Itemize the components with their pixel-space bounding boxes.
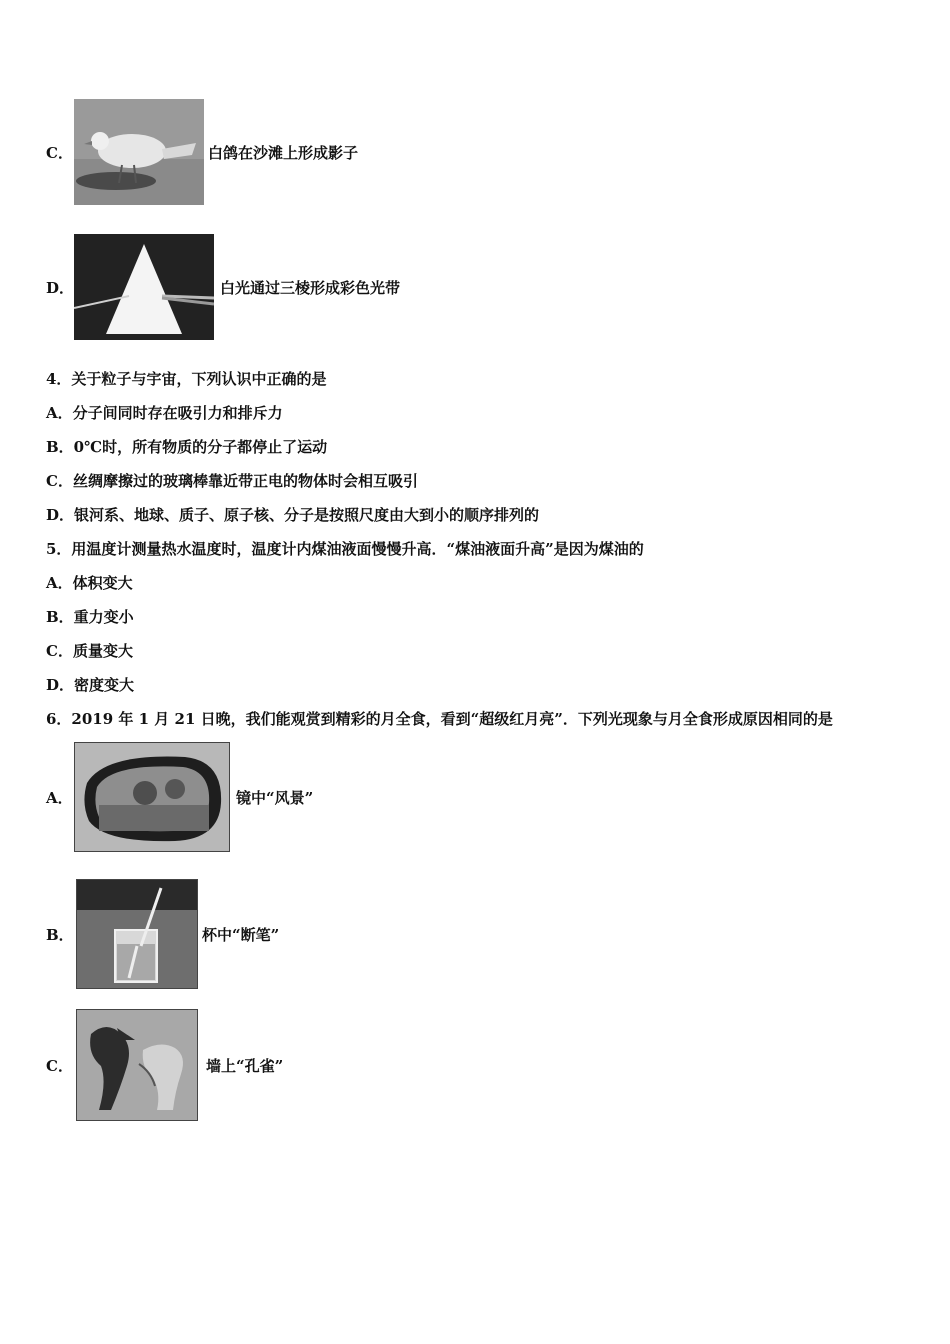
option-letter: B． xyxy=(46,925,74,944)
q5-option-a[interactable]: A．体积变大 xyxy=(46,574,133,592)
option-letter: C． xyxy=(46,1056,73,1075)
option-letter: D． xyxy=(46,278,75,297)
car-mirror-image xyxy=(74,742,230,852)
option-letter: C． xyxy=(46,143,73,162)
glass-pencil-image xyxy=(76,879,198,989)
q6-stem: 6．2019 年 1 月 21 日晚，我们能观赏到精彩的月全食，看到“超级红月亮”．下列光现象与月全食形成原因相同的是 xyxy=(46,710,833,728)
q4-option-c[interactable]: C．丝绸摩擦过的玻璃棒靠近带正电的物体时会相互吸引 xyxy=(46,472,418,490)
q5-stem: 5．用温度计测量热水温度时，温度计内煤油液面慢慢升高．“煤油液面升高”是因为煤油的 xyxy=(46,540,644,558)
q3-option-c[interactable] xyxy=(46,99,358,205)
q5-option-c[interactable]: C．质量变大 xyxy=(46,642,133,660)
q6-option-a[interactable] xyxy=(46,742,313,852)
option-caption: 墙上“孔雀” xyxy=(206,1056,284,1075)
q5-option-b[interactable]: B．重力变小 xyxy=(46,608,134,626)
dove-shadow-image xyxy=(74,99,204,205)
option-caption: 白鸽在沙滩上形成影子 xyxy=(208,143,359,162)
q4-stem: 4．关于粒子与宇宙，下列认识中正确的是 xyxy=(46,370,327,388)
option-caption: 镜中“风景” xyxy=(236,788,314,807)
q6-option-c[interactable] xyxy=(46,1009,283,1121)
option-letter: A． xyxy=(46,788,73,807)
q6-option-b[interactable] xyxy=(46,879,279,989)
hand-shadow-image xyxy=(76,1009,198,1121)
q5-option-d[interactable]: D．密度变大 xyxy=(46,676,135,694)
q4-option-b[interactable]: B．0℃时，所有物质的分子都停止了运动 xyxy=(46,438,328,456)
prism-image xyxy=(74,234,214,340)
option-caption: 杯中“断笔” xyxy=(202,925,280,944)
q4-option-d[interactable]: D．银河系、地球、质子、原子核、分子是按照尺度由大到小的顺序排列的 xyxy=(46,506,540,524)
q4-option-a[interactable]: A．分子间同时存在吸引力和排斥力 xyxy=(46,404,283,422)
option-caption: 白光通过三棱形成彩色光带 xyxy=(220,278,401,297)
q3-option-d[interactable] xyxy=(46,234,400,340)
